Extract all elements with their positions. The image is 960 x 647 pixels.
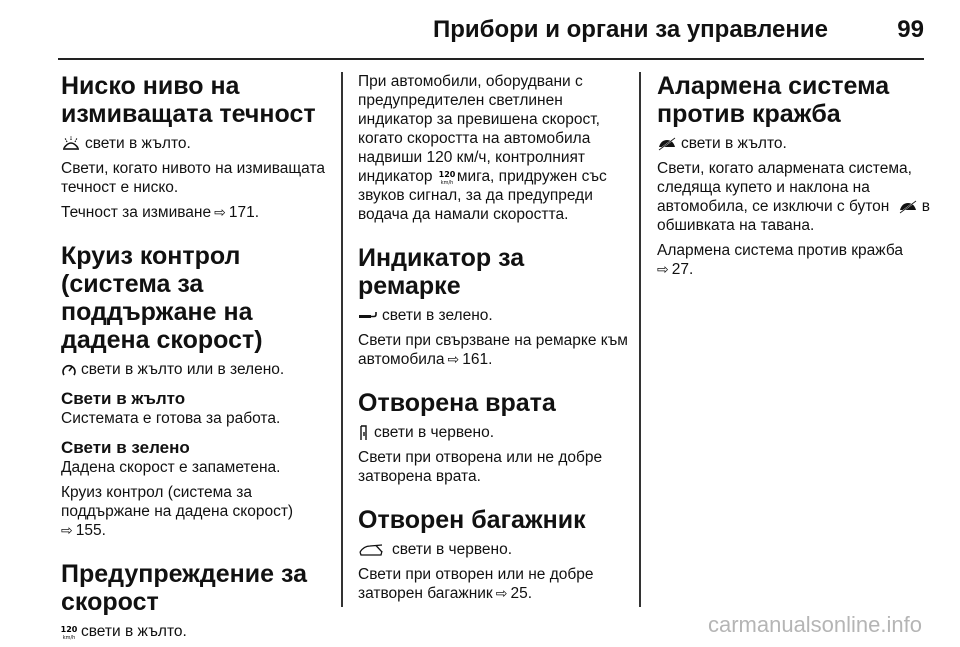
subheading: Свети в жълто — [61, 389, 186, 408]
indicator-text: свети в жълто или в зелено. — [81, 361, 285, 378]
page-header — [58, 8, 924, 60]
cruise-control-icon — [61, 362, 77, 378]
speed-120-icon — [439, 169, 455, 185]
svg-text:km/h: km/h — [440, 179, 454, 185]
paragraph-text: Свети, когато алармената система, следяща купето и наклона на автомобила, се изключи с бутон — [657, 160, 912, 215]
page-reference[interactable]: 155. — [75, 522, 106, 539]
page-title: Прибори и органи за управление — [432, 16, 828, 43]
arrow-reference-icon: ⇨ — [61, 522, 73, 538]
page-reference[interactable]: 27. — [671, 261, 694, 278]
indicator-line — [657, 134, 932, 153]
watermark: carmanualsonline.info — [707, 612, 922, 637]
paragraph — [657, 159, 932, 235]
svg-text:km/h: km/h — [62, 634, 76, 640]
section-heading: Предупреждение за скорост — [61, 560, 307, 616]
paragraph: Дадена скорост е запаметена. — [61, 459, 281, 476]
washer-fluid-icon — [61, 136, 81, 152]
reference-text: Алармена система против кражба — [657, 242, 903, 259]
section-heading: Ниско ниво на измиващата течност — [61, 72, 316, 128]
column-divider — [639, 72, 641, 607]
indicator-line — [61, 134, 331, 153]
column-2 — [358, 72, 630, 609]
indicator-text: свети в червено. — [374, 424, 495, 441]
paragraph: Системата е готова за работа. — [61, 410, 281, 427]
open-door-icon — [358, 425, 370, 441]
section-heading: Индикатор за ремарке — [358, 244, 525, 300]
svg-text:120: 120 — [438, 169, 455, 179]
speed-120-icon — [61, 624, 77, 640]
reference-paragraph — [358, 331, 630, 369]
paragraph-text: в обшивката на тавана. — [657, 198, 930, 234]
subheading: Свети в зелено — [61, 438, 190, 457]
svg-text:120: 120 — [61, 624, 77, 634]
section-heading: Отворен багажник — [358, 506, 586, 534]
indicator-text: свети в жълто. — [81, 623, 187, 640]
trailer-icon — [358, 310, 378, 322]
page-reference[interactable]: 171. — [228, 204, 259, 221]
column-3 — [657, 72, 932, 285]
column-1 — [61, 72, 331, 647]
reference-text: Свети при отворен или не добре затворен багажник — [358, 566, 594, 602]
reference-paragraph — [657, 241, 932, 279]
reference-text: Круиз контрол (система за поддържане на дадена скорост) — [61, 484, 294, 520]
reference-paragraph — [61, 203, 331, 222]
indicator-line — [61, 360, 331, 379]
paragraph-text: При автомобили, оборудвани с предупредителен светлинен индикатор за превишена скорост, когато скоростта на автомобила надвиши 120 км/ч, контролният индикатор — [358, 73, 600, 185]
section-heading: Алармена система против кражба — [657, 72, 890, 128]
paragraph — [358, 72, 630, 224]
paragraph: Свети при отворена или не добре затворена врата. — [358, 449, 603, 485]
indicator-text: свети в жълто. — [85, 135, 191, 152]
reference-text: Свети при свързване на ремарке към автомобила — [358, 332, 628, 368]
reference-text: Течност за измиване — [61, 204, 212, 221]
page-reference[interactable]: 161. — [462, 351, 493, 368]
page-number: 99 — [897, 16, 924, 43]
indicator-line — [358, 306, 630, 325]
indicator-line — [61, 622, 331, 641]
arrow-reference-icon: ⇨ — [214, 204, 226, 220]
indicator-text: свети в червено. — [392, 541, 513, 558]
open-trunk-icon — [358, 543, 384, 557]
indicator-text: свети в жълто. — [681, 135, 787, 152]
paragraph: Свети, когато нивото на измиващата течност е ниско. — [61, 160, 325, 196]
indicator-text: свети в зелено. — [382, 307, 493, 324]
anti-theft-icon — [898, 200, 918, 214]
anti-theft-icon — [657, 137, 677, 151]
indicator-line — [358, 540, 630, 559]
indicator-line — [358, 423, 630, 442]
section-heading: Отворена врата — [358, 389, 556, 417]
header-rule — [58, 58, 924, 60]
arrow-reference-icon: ⇨ — [495, 585, 508, 601]
reference-paragraph — [61, 483, 331, 540]
arrow-reference-icon: ⇨ — [657, 261, 669, 277]
page-reference[interactable]: 25. — [510, 585, 533, 602]
section-heading: Круиз контрол (система за поддържане на дадена скорост) — [61, 242, 263, 354]
paragraph-text: мига, придружен със звуков сигнал, за да предупреди водача да намали скоростта. — [358, 168, 607, 223]
arrow-reference-icon: ⇨ — [447, 351, 460, 367]
reference-paragraph — [358, 565, 630, 603]
column-divider — [341, 72, 343, 607]
